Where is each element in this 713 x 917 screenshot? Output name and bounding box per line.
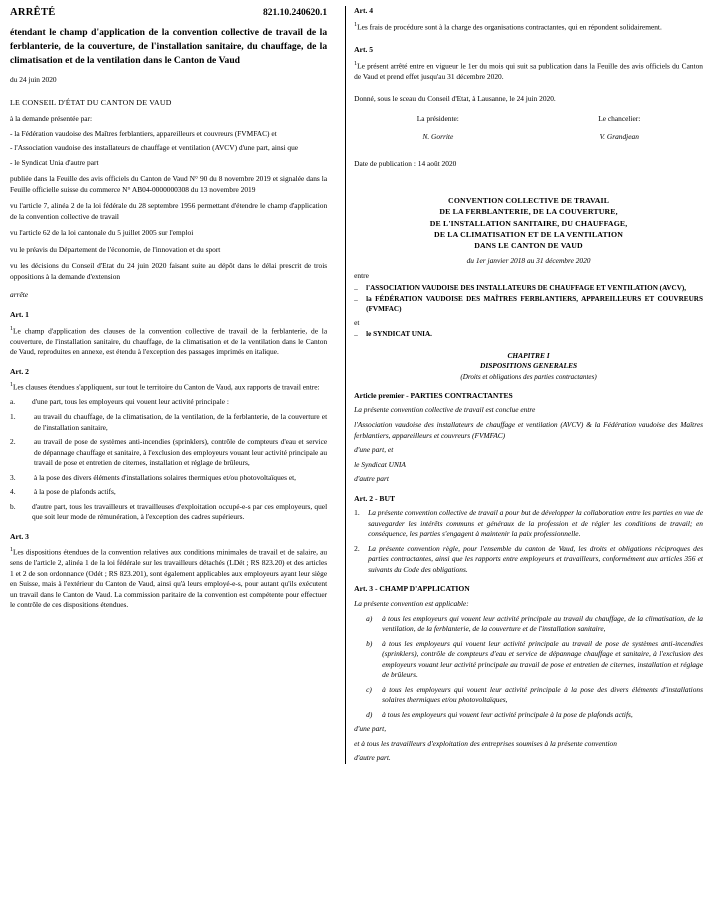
- dash-marker: –: [354, 330, 358, 340]
- dash-marker: –: [354, 295, 358, 305]
- article-1-heading: Art. 1: [10, 309, 29, 319]
- list-marker: a): [366, 613, 373, 623]
- signature-block: [354, 114, 703, 143]
- list-text: d'autre part, tous les travailleurs et travailleuses d'exploitation occupé-e-s par ces employeurs, quel que soit leur mode de rémunération, à l'exception des cadres supérieurs.: [32, 501, 328, 522]
- party-line: - le Syndicat Unia d'autre part: [10, 157, 99, 167]
- convention-title-line: CONVENTION COLLECTIVE DE TRAVAIL: [448, 196, 610, 206]
- list-item: [10, 473, 327, 484]
- list-text: La présente convention règle, pour l'ensemble du canton de Vaud, les droits et obligations réciproques des parties contractantes, ainsi que les rapports entre employeurs et travailleurs, conformément aux articles 356 et suivants du Code des obligations.: [368, 543, 703, 574]
- article-4-text: [354, 21, 703, 33]
- arrete-label: ARRÊTÉ: [10, 7, 56, 18]
- arrete-verb: arrête: [10, 290, 29, 300]
- article-4-body: Les frais de procédure sont à la charge des organisations contractantes, qui en répondent solidairement.: [357, 22, 662, 32]
- chapter-number: CHAPITRE I: [507, 350, 550, 360]
- article-premier-p1: La présente convention collective de travail est conclue entre: [354, 405, 536, 415]
- list-item: [354, 330, 703, 341]
- list-text: d'une part, tous les employeurs qui vouent leur activité principale :: [32, 397, 229, 407]
- article-premier-p2: l'Association vaudoise des installateurs de chauffage et ventilation (AVCV) & la Fédération vaudoise des Maîtres ferblantiers, appareilleurs et couvreurs (FVMFAC): [354, 420, 703, 440]
- convention-article-3-tail1: d'une part,: [354, 724, 387, 734]
- list-marker: c): [366, 684, 372, 694]
- convention-article-2-heading: Art. 2 - BUT: [354, 493, 396, 503]
- article-premier-p3: d'une part, et: [354, 445, 394, 455]
- arrete-number: 821.10.240620.1: [263, 8, 328, 18]
- convention-article-2-list: [354, 508, 703, 575]
- list-text: la FÉDÉRATION VAUDOISE DES MAÎTRES FERBLANTIERS, APPAREILLEURS ET COUVREURS (FVMFAC): [366, 295, 703, 313]
- party-line: - la Fédération vaudoise des Maîtres ferblantiers, appareilleurs et couvreurs (FVMFAC) et: [10, 128, 277, 138]
- article-2-heading: Art. 2: [10, 366, 29, 376]
- list-marker: d): [366, 709, 373, 719]
- chapter-subtitle: (Droits et obligations des parties contractantes): [460, 372, 597, 381]
- list-marker: b): [366, 638, 373, 648]
- convention-article-3-tail3: d'autre part.: [354, 753, 391, 763]
- president-label: La présidente:: [416, 113, 459, 123]
- list-marker: b.: [10, 501, 16, 511]
- president-name: N. Gorrite: [422, 132, 454, 142]
- list-text: le SYNDICAT UNIA.: [366, 330, 432, 339]
- convention-parties-list: [354, 284, 703, 315]
- convention-entre-label: entre: [354, 271, 369, 281]
- list-text: à tous les employeurs qui vouent leur activité principale à la pose de plafonds actifs,: [382, 709, 633, 719]
- article-5-heading: Art. 5: [354, 44, 374, 54]
- list-text: à tous les employeurs qui vouent leur activité principale au travail de pose de systèmes anti-incendies (sprinklers), contrôle de compteurs d'eau et service de dépannage chauffage et sanitaire, à l'exclusion des employeurs vouant leur activité principale au travail de pose et entretien de citernes, installation et réglage de brûleurs.: [382, 638, 703, 680]
- arrete-header: [10, 6, 327, 21]
- convention-title-line: DE LA FERBLANTERIE, DE LA COUVERTURE,: [439, 207, 618, 217]
- article-2-sublist: [10, 412, 327, 498]
- list-item: [10, 487, 327, 498]
- list-item: [366, 639, 703, 681]
- article-2-list: [10, 397, 327, 408]
- article-3-text: [10, 546, 327, 611]
- convention-header: [354, 195, 703, 266]
- signature-chancellor: [536, 114, 703, 143]
- two-column-layout: [10, 6, 703, 764]
- list-item: [10, 397, 327, 408]
- list-marker: a.: [10, 397, 16, 407]
- list-text: à la pose de plafonds actifs,: [34, 487, 116, 497]
- chapter-title: DISPOSITIONS GENERALES: [479, 361, 578, 371]
- list-text: l'ASSOCIATION VAUDOISE DES INSTALLATEURS DE CHAUFFAGE ET VENTILATION (AVCV),: [366, 283, 687, 292]
- list-marker: 4.: [10, 487, 16, 497]
- convention-article-3-tail2: et à tous les travailleurs d'exploitation des entreprises soumises à la présente convention: [354, 738, 617, 748]
- convention-period: du 1er janvier 2018 au 31 décembre 2020: [466, 255, 591, 265]
- footnote-marker: 1: [354, 21, 358, 28]
- convention-title-line: DANS LE CANTON DE VAUD: [474, 241, 583, 251]
- list-item: [366, 685, 703, 706]
- convention-title-line: DE LA CLIMATISATION ET DE LA VENTILATION: [434, 230, 624, 239]
- list-item: [10, 437, 327, 469]
- list-item: [10, 502, 327, 523]
- article-4-heading: Art. 4: [354, 6, 374, 15]
- vu-line: vu l'article 7, alinéa 2 de la loi fédérale du 28 septembre 1956 permettant d'étendre le champ d'application de la convention collective de travail: [10, 201, 328, 221]
- list-item: [366, 614, 703, 635]
- article-2-body: Les clauses étendues s'appliquent, sur tout le territoire du Canton de Vaud, aux rapports de travail entre:: [13, 382, 320, 392]
- list-marker: 2.: [354, 543, 360, 553]
- convention-article-3-lead: La présente convention est applicable:: [354, 599, 469, 609]
- list-item: [354, 295, 703, 314]
- vu-line: vu les décisions du Conseil d'Etat du 24 juin 2020 faisant suite au dépôt dans le délai prescrit de trois oppositions à la demande d'extension: [10, 261, 328, 281]
- seal-line: Donné, sous le sceau du Conseil d'Etat, à Lausanne, le 24 juin 2020.: [354, 94, 556, 104]
- chancellor-label: Le chancelier:: [598, 113, 641, 123]
- list-item: [354, 284, 703, 295]
- column-divider: [345, 6, 346, 764]
- list-text: à la pose des divers éléments d'installations solaires thermiques et/ou photovoltaïques et,: [34, 472, 296, 482]
- list-text: au travail du chauffage, de la climatisation, de la ventilation, de la ferblanterie, de la couverture et de l'installation sanitaire,: [34, 411, 328, 432]
- intro-line: à la demande présentée par:: [10, 114, 93, 124]
- article-2-text: [10, 381, 327, 393]
- convention-article-3-heading: Art. 3 - CHAMP D'APPLICATION: [354, 584, 470, 594]
- vu-line: vu l'article 62 de la loi cantonale du 5 juillet 2005 sur l'emploi: [10, 228, 194, 238]
- document-title: étendant le champ d'application de la convention collective de travail de la ferblanterie, de la couverture, de l'installation sanitaire, du chauffage, de la climatisation et de la ventilation dans le Canton de Vaud: [10, 26, 328, 66]
- convention-title-line: DE L'INSTALLATION SANITAIRE, DU CHAUFFAGE,: [429, 218, 628, 228]
- convention-syndicat-list: [354, 330, 703, 341]
- article-3-body: Les dispositions étendues de la convention relatives aux conditions minimales de travail et de salaire, au sens de l'article 2, alinéa 1 de la loi fédérale sur les travailleurs détachés (LDét ; RS 823.20) et des articles 1 et 2 de son ordonnance (Odét ; RS 823.201), sont également applicables aux employeurs ayant leur siège en Suisse, mais à l'extérieur du Canton de Vaud, ainsi qu'à leurs employé-e-s, pour autant qu'ils exécutent un travail dans le Canton de Vaud. La commission paritaire de la convention est compétente pour effectuer le contrôle de ces dispositions étendues.: [10, 547, 328, 610]
- left-column: [10, 6, 337, 764]
- party-line: - l'Association vaudoise des installateurs de chauffage et ventilation (AVCV) d'une part, ainsi que: [10, 143, 299, 153]
- list-text: à tous les employeurs qui vouent leur activité principale à la pose des divers éléments d'installations solaires thermiques et/ou photovoltaïques,: [382, 684, 703, 705]
- article-2-list-b: [10, 502, 327, 523]
- chapter-heading: [354, 351, 703, 382]
- list-text: au travail de pose de systèmes anti-incendies (sprinklers), contrôle de compteurs d'eau et service de dépannage chauffage et sanitaire, à l'exclusion des employeurs vouant leur activité principale au travail de pose et entretien de citernes, installation et réglage de brûleurs,: [34, 437, 328, 468]
- list-marker: 1.: [354, 508, 360, 518]
- vu-line: publiée dans la Feuille des avis officiels du Canton de Vaud N° 90 du 8 novembre 2019 et signalée dans la Feuille officielle suisse du commerce N° AB04-0000000308 du 13 novembre 2019: [10, 174, 328, 194]
- list-text: à tous les employeurs qui vouent leur activité principale au travail du chauffage, de la climatisation, de la ventilation, de la ferblanterie, de la couverture et de l'installation sanitaire,: [382, 613, 703, 634]
- convention-article-3-list: [354, 614, 703, 721]
- article-premier-p5: d'autre part: [354, 474, 389, 484]
- list-marker: 3.: [10, 472, 16, 482]
- publication-date: Date de publication : 14 août 2020: [354, 158, 457, 168]
- list-marker: 2.: [10, 437, 16, 447]
- list-item: [10, 412, 327, 433]
- list-item: [366, 710, 703, 721]
- right-column: [354, 6, 703, 764]
- footnote-marker: 1: [10, 547, 13, 554]
- chancellor-name: V. Grandjean: [599, 132, 639, 142]
- signature-president: [354, 114, 521, 143]
- footnote-marker: 1: [354, 60, 358, 67]
- convention-title: [354, 195, 703, 251]
- article-premier-heading: Article premier - PARTIES CONTRACTANTES: [354, 390, 513, 400]
- list-text: La présente convention collective de travail a pour but de développer la collaboration entre les parties en vue de sauvegarder les intérêts communs et généraux de la profession et de régler les conditions de travail; en conséquence, les parties s'engagent à maintenir la paix professionnelle.: [368, 508, 703, 539]
- article-3-heading: Art. 3: [10, 531, 29, 541]
- vu-line: vu le préavis du Département de l'économie, de l'innovation et du sport: [10, 244, 221, 254]
- article-5-body: Le présent arrêté entre en vigueur le 1er du mois qui suit sa publication dans la Feuille des avis officiels du Canton de Vaud et prend effet jusqu'au 31 décembre 2020.: [354, 61, 703, 81]
- article-premier-p4: le Syndicat UNIA: [354, 459, 406, 469]
- article-5-text: [354, 60, 703, 83]
- article-1-body: Le champ d'application des clauses de la convention collective de travail de la ferblanterie, de la couverture, de l'installation sanitaire, du chauffage, de la climatisation et de la ventilation dans le Canton de Vaud, reproduites en annexe, est étendu à l'exception des passages imprimés en italique.: [10, 326, 328, 357]
- list-marker: 1.: [10, 411, 16, 421]
- footnote-marker: 1: [10, 325, 13, 332]
- convention-et-label: et: [354, 317, 360, 327]
- article-1-text: [10, 325, 327, 358]
- footnote-marker: 1: [10, 382, 13, 389]
- list-item: [354, 508, 703, 540]
- dash-marker: –: [354, 283, 358, 293]
- list-item: [354, 544, 703, 576]
- document-date: du 24 juin 2020: [10, 74, 57, 84]
- authority-line: LE CONSEIL D'ÉTAT DU CANTON DE VAUD: [10, 98, 172, 108]
